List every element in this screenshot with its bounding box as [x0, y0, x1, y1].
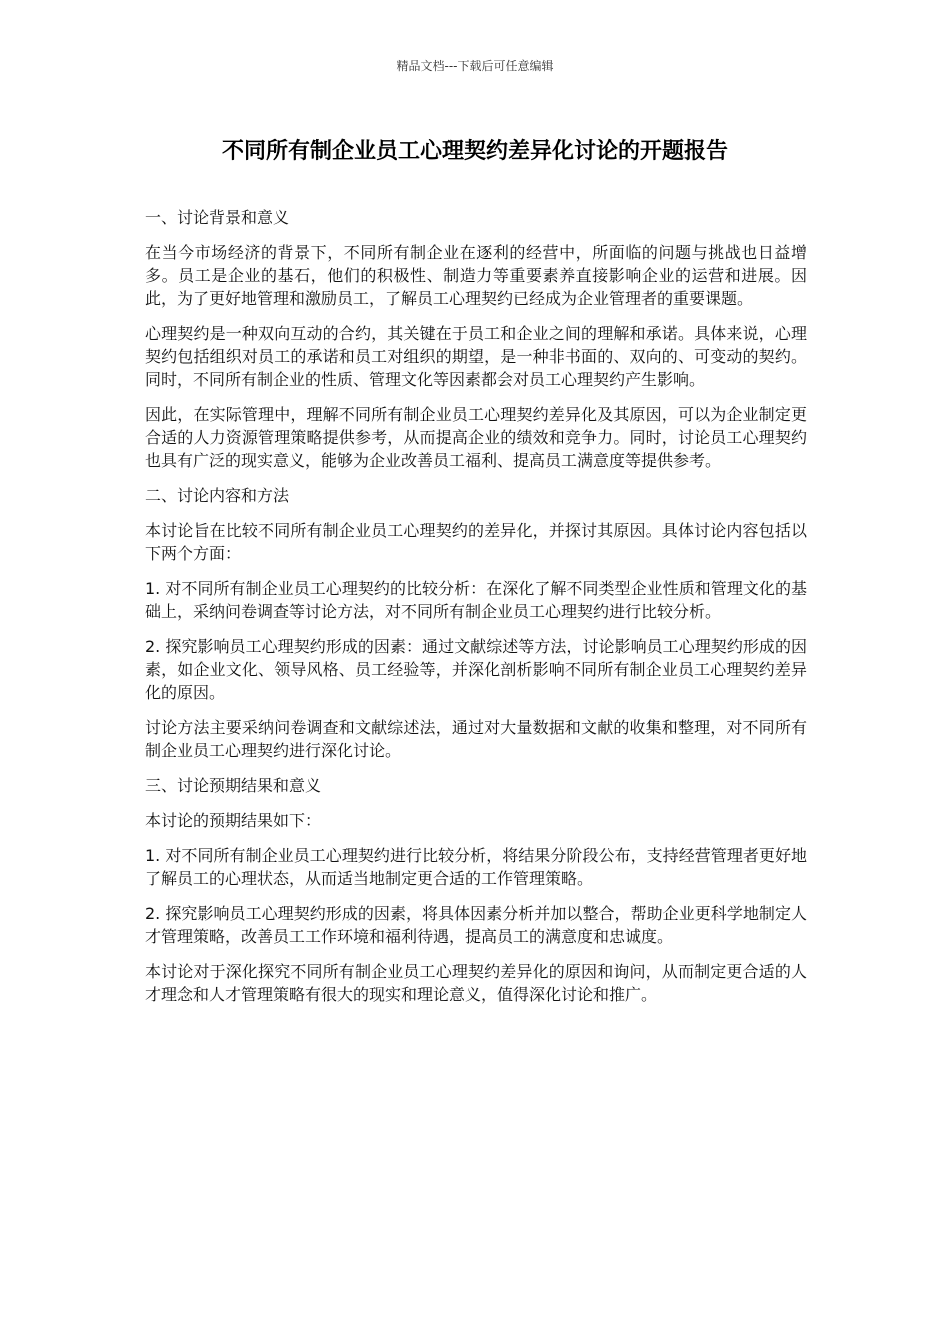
paragraph: 在当今市场经济的背景下，不同所有制企业在逐利的经营中，所面临的问题与挑战也日益增多。员工是企业的基石，他们的积极性、制造力等重要素养直接影响企业的运营和进展。因此，为了更好地管理和激励员工，了解员工心理契约已经成为企业管理者的重要课题。	[145, 243, 807, 308]
paragraph: 本讨论旨在比较不同所有制企业员工心理契约的差异化，并探讨其原因。具体讨论内容包括以下两个方面：	[145, 521, 807, 563]
document-body	[145, 206, 807, 1018]
section-content-method	[145, 484, 807, 762]
section-expected-results	[145, 774, 807, 1006]
list-item: 1. 对不同所有制企业员工心理契约进行比较分析，将结果分阶段公布，支持经营管理者更好地了解员工的心理状态，从而适当地制定更合适的工作管理策略。	[145, 846, 807, 888]
list-item: 1. 对不同所有制企业员工心理契约的比较分析：在深化了解不同类型企业性质和管理文化的基础上，采纳问卷调查等讨论方法，对不同所有制企业员工心理契约进行比较分析。	[145, 579, 807, 621]
header-note: 精品文档---下载后可任意编辑	[396, 59, 554, 73]
section-heading: 一、讨论背景和意义	[145, 208, 290, 227]
paragraph: 本讨论对于深化探究不同所有制企业员工心理契约差异化的原因和询问，从而制定更合适的人才理念和人才管理策略有很大的现实和理论意义，值得深化讨论和推广。	[145, 962, 807, 1004]
list-item: 2. 探究影响员工心理契约形成的因素：通过文献综述等方法，讨论影响员工心理契约形成的因素，如企业文化、领导风格、员工经验等，并深化剖析影响不同所有制企业员工心理契约差异化的原因。	[145, 637, 807, 702]
paragraph: 本讨论的预期结果如下：	[145, 811, 322, 830]
document-title: 不同所有制企业员工心理契约差异化讨论的开题报告	[221, 139, 728, 164]
paragraph: 讨论方法主要采纳问卷调查和文献综述法，通过对大量数据和文献的收集和整理，对不同所有制企业员工心理契约进行深化讨论。	[145, 718, 807, 760]
paragraph: 心理契约是一种双向互动的合约，其关键在于员工和企业之间的理解和承诺。具体来说，心理契约包括组织对员工的承诺和员工对组织的期望，是一种非书面的、双向的、可变动的契约。同时，不同所有制企业的性质、管理文化等因素都会对员工心理契约产生影响。	[145, 324, 807, 389]
section-heading: 三、讨论预期结果和意义	[145, 776, 322, 795]
section-heading: 二、讨论内容和方法	[145, 486, 290, 505]
paragraph: 因此，在实际管理中，理解不同所有制企业员工心理契约差异化及其原因，可以为企业制定更合适的人力资源管理策略提供参考，从而提高企业的绩效和竞争力。同时，讨论员工心理契约也具有广泛的现实意义，能够为企业改善员工福利、提高员工满意度等提供参考。	[145, 405, 807, 470]
section-background	[145, 206, 807, 472]
list-item: 2. 探究影响员工心理契约形成的因素，将具体因素分析并加以整合，帮助企业更科学地制定人才管理策略，改善员工工作环境和福利待遇，提高员工的满意度和忠诚度。	[145, 904, 807, 946]
